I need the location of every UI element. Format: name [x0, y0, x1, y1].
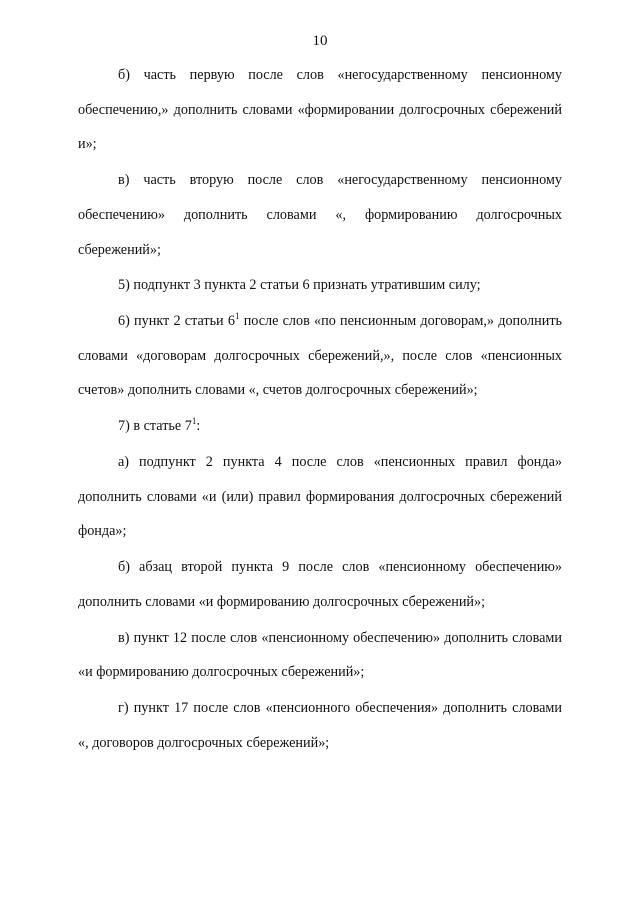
paragraph-7v: в) пункт 12 после слов «пенсионному обеспечению» дополнить словами «и формированию долгосрочных сбережений»; — [78, 629, 562, 681]
paragraph-6-lead: 6) пункт 2 статьи 6 — [118, 313, 235, 330]
paragraph-7g: г) пункт 17 после слов «пенсионного обеспечения» дополнить словами «, договоров долгосрочных сбережений»; — [78, 700, 562, 751]
paragraph-7b: б) абзац второй пункта 9 после слов «пенсионному обеспечению» дополнить словами «и формированию долгосрочных сбережений»; — [78, 559, 562, 610]
page-number: 10 — [312, 33, 328, 49]
paragraph-v-part-two: в) часть вторую после слов «негосударственному пенсионному обеспечению» дополнить словами «, формированию долгосрочных сбережений»; — [78, 172, 562, 258]
paragraph-7-lead: 7) в статье 7 — [118, 418, 192, 435]
paragraph-6 — [78, 304, 562, 408]
paragraph-7-superscript: 1 — [191, 416, 197, 427]
paragraph-7 — [78, 409, 562, 444]
paragraph-b-part-one: б) часть первую после слов «негосударственному пенсионному обеспечению,» дополнить словами «формировании долгосрочных сбережений и»; — [78, 67, 562, 153]
paragraph-6-superscript: 1 — [234, 311, 240, 322]
document-body — [78, 58, 562, 761]
paragraph-7-rest: : — [196, 418, 201, 435]
paragraph-7a: а) подпункт 2 пункта 4 после слов «пенсионных правил фонда» дополнить словами «и (или) правил формирования долгосрочных сбережений фонда»; — [78, 453, 562, 540]
paragraph-6-rest: после слов «по пенсионным договорам,» дополнить словами «договорам долгосрочных сбережений,», после слов «пенсионных счетов» дополнить словами «, счетов долгосрочных сбережений»; — [78, 313, 562, 399]
paragraph-5: 5) подпункт 3 пункта 2 статьи 6 признать утратившим силу; — [118, 277, 481, 294]
